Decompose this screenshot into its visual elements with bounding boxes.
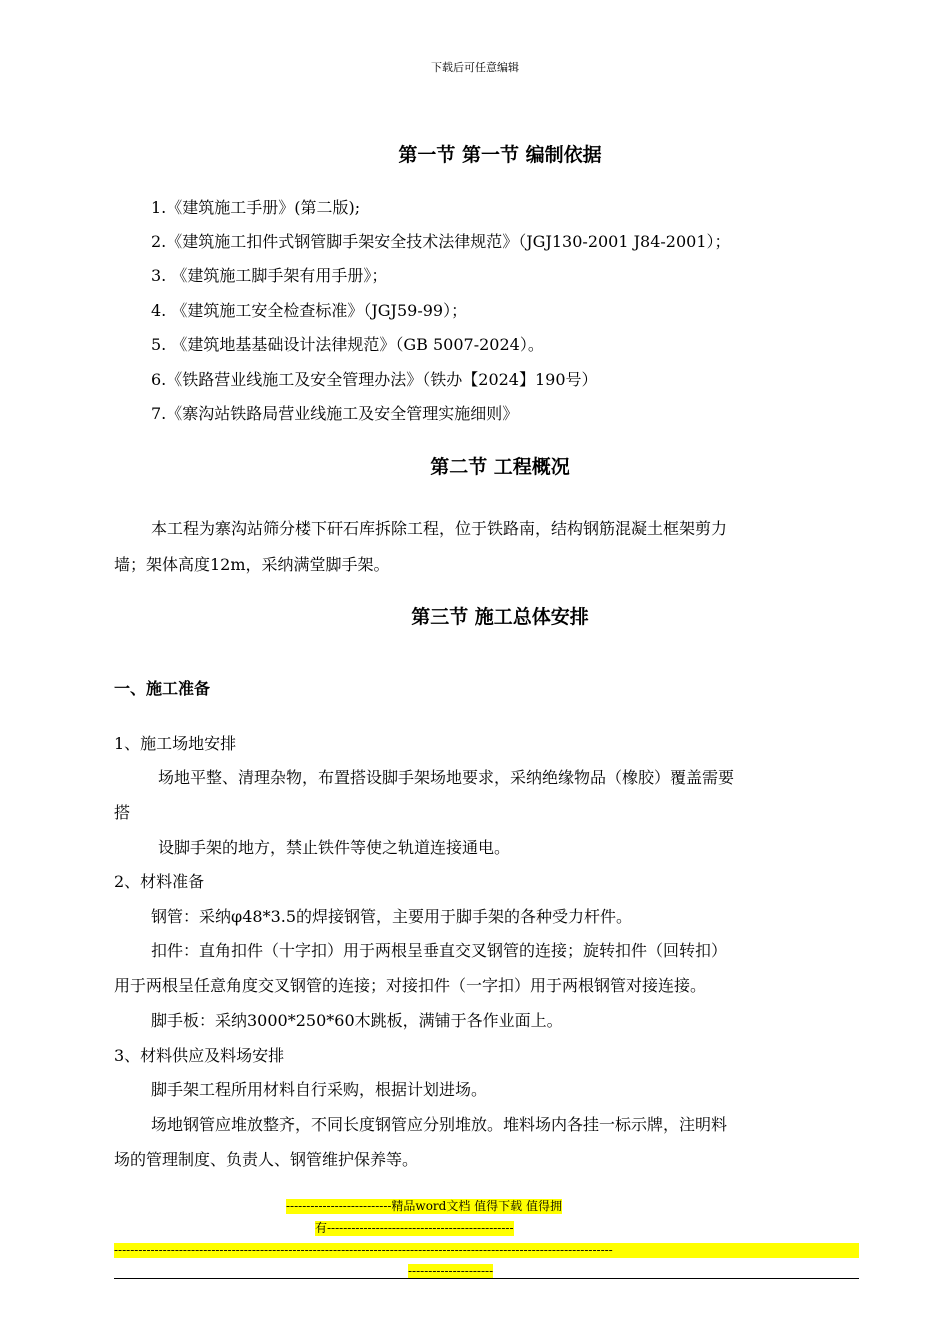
reference-item: 5. 《建筑地基基础设计法律规范》（GB 5007-2024）。 [151, 335, 544, 354]
footer-divider [114, 1278, 859, 1279]
paragraph-line: 钢管：采纳φ48*3.5的焊接钢管，主要用于脚手架的各种受力杆件。 [151, 907, 633, 926]
paragraph-line: 脚手架工程所用材料自行采购，根据计划进场。 [151, 1080, 488, 1099]
item-heading: 3、材料供应及料场安排 [114, 1046, 285, 1065]
reference-item: 1.《建筑施工手册》(第二版); [151, 198, 361, 217]
paragraph-line: 场地平整、清理杂物，布置搭设脚手架场地要求，采纳绝缘物品（橡胶）覆盖需要 [158, 768, 735, 787]
section-2-title: 第二节 工程概况 [430, 456, 570, 478]
paragraph-line: 用于两根呈任意角度交叉钢管的连接；对接扣件（一字扣）用于两根钢管对接连接。 [114, 976, 707, 995]
paragraph-line: 墙；架体高度12m，采纳满堂脚手架。 [114, 555, 390, 574]
item-heading: 1、施工场地安排 [114, 734, 237, 753]
section-3-title: 第三节 施工总体安排 [411, 606, 589, 628]
paragraph-line: 本工程为寨沟站筛分楼下矸石库拆除工程，位于铁路南，结构钢筋混凝土框架剪力 [151, 519, 728, 538]
paragraph-line: 搭 [114, 803, 131, 822]
paragraph-line: 脚手板：采纳3000*250*60木跳板，满铺于各作业面上。 [151, 1011, 563, 1030]
paragraph-line: 场的管理制度、负责人、钢管维护保养等。 [114, 1150, 419, 1169]
reference-item: 4. 《建筑施工安全检查标准》（JGJ59-99）； [151, 301, 468, 320]
item-heading: 2、材料准备 [114, 872, 205, 891]
footer-banner-line: --------------------------------------------------------------------------------------------------------------------------- [114, 1243, 859, 1258]
footer-banner-line: --------------------- [408, 1264, 494, 1278]
footer-banner-line: --------------------------精品word文档 值得下载 值得拥 [286, 1199, 562, 1213]
section-1-title: 第一节 第一节 编制依据 [398, 144, 602, 166]
reference-item: 3. 《建筑施工脚手架有用手册》； [151, 266, 388, 285]
reference-item: 7.《寨沟站铁路局营业线施工及安全管理实施细则》 [151, 404, 519, 423]
paragraph-line: 扣件：直角扣件（十字扣）用于两根呈垂直交叉钢管的连接；旋转扣件（回转扣） [151, 941, 728, 960]
footer-banner-line: 有---------------------------------------------- [315, 1221, 514, 1235]
reference-item: 2.《建筑施工扣件式钢管脚手架安全技术法律规范》（JGJ130-2001 J84-2001）； [151, 232, 731, 251]
paragraph-line: 场地钢管应堆放整齐，不同长度钢管应分别堆放。堆料场内各挂一标示牌，注明料 [151, 1115, 728, 1134]
reference-item: 6.《铁路营业线施工及安全管理办法》（铁办【2024】190号） [151, 370, 598, 389]
paragraph-line: 设脚手架的地方，禁止铁件等使之轨道连接通电。 [158, 838, 511, 857]
page-header: 下载后可任意编辑 [431, 61, 519, 74]
subheading: 一、施工准备 [114, 679, 211, 698]
